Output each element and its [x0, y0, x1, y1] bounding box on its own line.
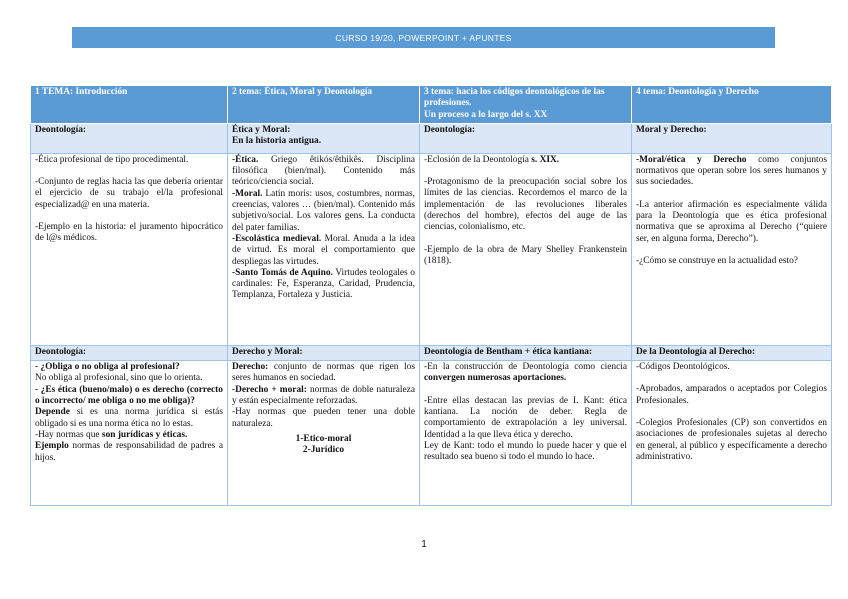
table-cell: -Códigos Deontológicos. -Aprobados, amparados o aceptados por Colegios Profesionales. -Colegios Profesionales (CP) son convertidos en asociaciones de profesionales sujetas al derecho en general, al público y específicamente a derecho administrativo. [632, 361, 832, 506]
header-tema-3: 3 tema: hacia los códigos deontológicos de las profesiones. Un proceso a lo largo del s. XX [420, 86, 632, 124]
page-number: 1 [421, 539, 427, 550]
section-title: De la Deontología al Derecho: [632, 345, 832, 360]
section-title: Moral y Derecho: [632, 123, 832, 153]
section-title-row [31, 345, 832, 360]
header-tema-2: 2 tema: Ética, Moral y Deontología [228, 86, 420, 124]
table-row [31, 153, 832, 345]
section-title: Deontología: [420, 123, 632, 153]
section-title: Derecho y Moral: [228, 345, 420, 360]
header-tema-1: 1 TEMA: Introducción [31, 86, 228, 124]
table-cell: -En la construcción de Deontología como ciencia convergen numerosas aportaciones. -Entre ellas destacan las previas de I. Kant: ética kantiana. La noción de deber. Regla de comportamiento de extrapolación a ley universal. Identidad a la que lleva ética y derecho. Ley de Kant: todo el mundo lo puede hacer y que el resultado sea bueno si todo el mundo lo hace. [420, 361, 632, 506]
section-title: Ética y Moral: En la historia antigua. [228, 123, 420, 153]
table-row [31, 361, 832, 506]
table-cell: -Eclosión de la Deontología s. XIX. -Protagonismo de la preocupación social sobre los límites de las ciencias. Recordemos el marco de la implementación de las revoluciones liberales (derechos del hombre), efectos del auge de las ciencias, colonialismo, etc. -Ejemplo de la obra de Mary Shelley Frankenstein (1818). [420, 153, 632, 345]
header-tema-4: 4 tema: Deontología y Derecho [632, 86, 832, 124]
table-cell: -Ética profesional de tipo procedimental. -Conjunto de reglas hacia las que debería orientar el ejercicio de su trabajo el/la profesional especializad@ en una materia. -Ejemplo en la historia: el juramento hipocrático de l@s médicos. [31, 153, 228, 345]
course-summary-table [30, 85, 832, 506]
table-cell: -Ética. Griego êtikós/êthikês. Disciplina filosófica (bien/mal). Contenido más teórico/ciencia social. -Moral. Latín moris: usos, costumbres, normas, creencias, valores … (bien/mal). Contenido más subjetivo/social. Los valores gens. La conducta del pater familias. -Escolástica medieval. Moral. Anuda a la idea de virtud. Es moral el comportamiento que despliegas las virtudes. -Santo Tomás de Aquino. Virtudes teologales o cardinales: Fe, Esperanza, Caridad, Prudencia, Templanza, Fortaleza y Justicia. [228, 153, 420, 345]
table-header-row [31, 86, 832, 124]
document-banner: CURSO 19/20, POWERPOINT + APUNTES [72, 27, 775, 48]
section-title: Deontología de Bentham + ética kantiana: [420, 345, 632, 360]
section-title: Deontología: [31, 123, 228, 153]
header-tema-3-subtitle: Un proceso a lo largo del s. XX [424, 109, 548, 120]
table-cell: -Moral/ética y Derecho como conjuntos normativos que operan sobre los seres humanos y sus sociedades. -La anterior afirmación es especialmente válida para la Deontología que es ética profesional normativa que se aproxima al Derecho (“quiere ser, en alguna forma, Derecho”). -¿Cómo se construye en la actualidad esto? [632, 153, 832, 345]
table-cell: - ¿Obliga o no obliga al profesional? No obliga al profesional, sino que lo orienta. - ¿Es ética (bueno/malo) o es derecho (correcto o incorrecto/ me obliga o no me obliga)? Depende si es una norma jurídica si estás obligado si es una norma ética no lo estas. -Hay normas que son jurídicas y éticas. Ejemplo normas de responsabilidad de padres a hijos. [31, 361, 228, 506]
section-title: Deontología: [31, 345, 228, 360]
section-title-row [31, 123, 832, 153]
table-cell: Derecho: conjunto de normas que rigen los seres humanos en sociedad. -Derecho + moral: normas de doble naturaleza y están especialmente reforzadas. -Hay normas que pueden tener una doble naturaleza. 1-Etico-moral 2-Jurídico [228, 361, 420, 506]
